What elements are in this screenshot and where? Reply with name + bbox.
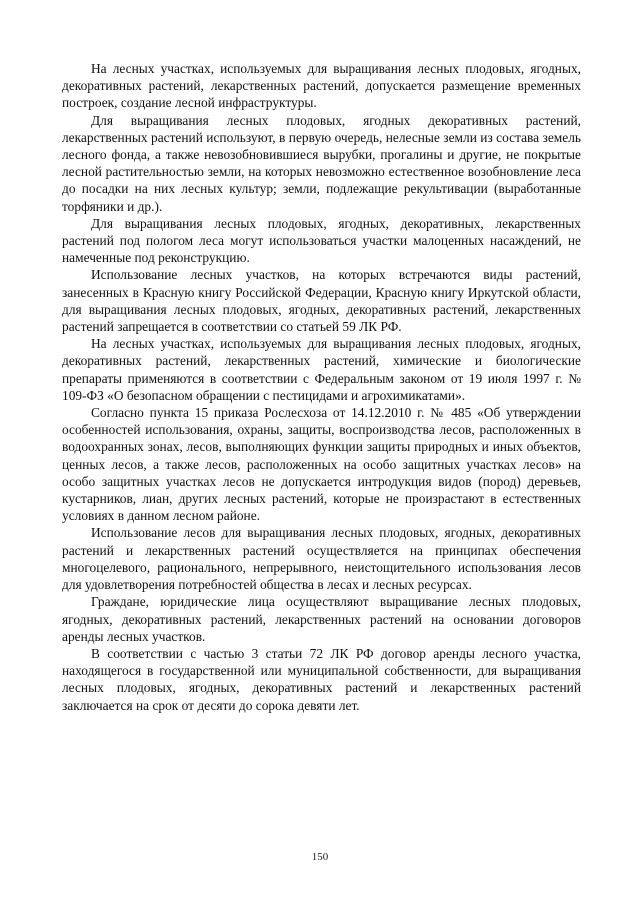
page-number: 150	[311, 851, 329, 863]
paragraph-8: Граждане, юридические лица осуществляют выращивание лесных плодовых, ягодных, декоративных растений, лекарственных растений на основании договоров аренды лесных участков.	[62, 594, 581, 644]
paragraph-4: Использование лесных участков, на которых встречаются виды растений, занесенных в Красную книгу Российской Федерации, Красную книгу Иркутской области, для выращивания лесных плодовых, ягодных, декоративных растений, лекарственных растений запрещается в соответствии со статьей 59 ЛК РФ.	[62, 267, 581, 335]
body-text	[62, 60, 581, 714]
paragraph-6: Согласно пункта 15 приказа Рослесхоза от 14.12.2010 г. № 485 «Об утверждении особенностей использования, охраны, защиты, воспроизводства лесов, расположенных в водоохранных зонах, лесов, выполняющих функции защиты природных и иных объектов, ценных лесов, а также лесов, расположенных на особо защитных участках лесов» на особо защитных участках лесов не допускается интродукция видов (пород) деревьев, кустарников, лиан, других лесных растений, которые не произрастают в естественных условиях в данном лесном районе.	[62, 405, 581, 524]
paragraph-7: Использование лесов для выращивания лесных плодовых, ягодных, декоративных растений и лекарственных растений осуществляется на принципах обеспечения многоцелевого, рационального, непрерывного, неистощительного использования лесов для удовлетворения потребностей общества в лесах и лесных ресурсах.	[62, 525, 581, 593]
paragraph-3: Для выращивания лесных плодовых, ягодных, декоративных, лекарственных растений под пологом леса могут использоваться участки малоценных насаждений, не намеченные под реконструкцию.	[62, 215, 581, 266]
paragraph-1: На лесных участках, используемых для выращивания лесных плодовых, ягодных, декоративных растений, лекарственных растений, допускается размещение временных построек, создание лесной инфраструктуры.	[62, 61, 581, 111]
paragraph-2: Для выращивания лесных плодовых, ягодных декоративных растений, лекарственных растений используют, в первую очередь, нелесные земли из состава земель лесного фонда, а также невозобновившиеся вырубки, прогалины и другие, не покрытые лесной растительностью земли, на которых невозможно естественное возобновление леса до посадки на них лесных культур; земли, подлежащие рекультивации (выработанные торфяники и др.).	[62, 112, 581, 214]
paragraph-5: На лесных участках, используемых для выращивания лесных плодовых, ягодных, декоративных растений, лекарственных растений, химические и биологические препараты применяются в соответствии с Федеральным законом от 19 июля 1997 г. № 109-ФЗ «О безопасном обращении с пестицидами и агрохимикатами».	[62, 336, 581, 403]
paragraph-9: В соответствии с частью 3 статьи 72 ЛК РФ договор аренды лесного участка, находящегося в государственной или муниципальной собственности, для выращивания лесных плодовых, ягодных, декоративных растений и лекарственных растений заключается на срок от десяти до сорока девяти лет.	[62, 645, 581, 713]
